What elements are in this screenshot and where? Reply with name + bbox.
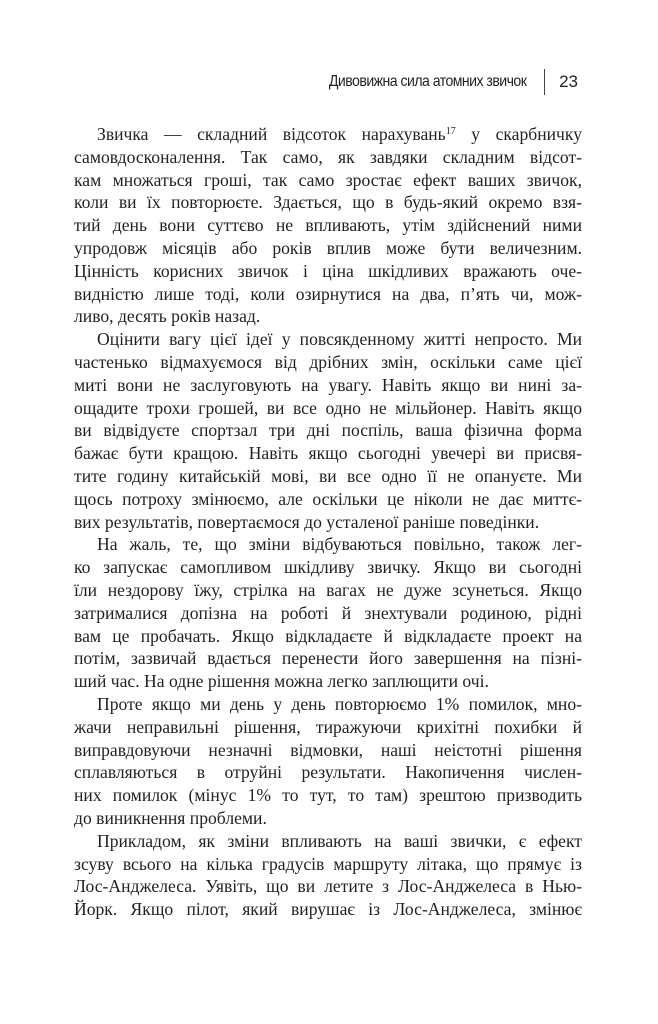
text-line [74, 169, 582, 192]
footnote-reference: 17 [445, 126, 456, 137]
text-line-content: їли нездорову їжу, стрілка на вагах не дуже зсунеться. Якщо [74, 579, 582, 600]
text-line [74, 533, 582, 556]
text-line-content: коли ви їх повторюєте. Здається, що в будь-який окремо взя- [74, 192, 582, 213]
text-line [74, 146, 582, 169]
text-line-content: кам множаться гроші, так само зростає ефект ваших звичок, [74, 169, 582, 190]
text-line-content: затрималися допізна на роботі й знехтували родиною, рідні [74, 602, 582, 623]
text-line-content: Звичка — складний відсоток нарахувань [97, 124, 446, 144]
text-line [74, 237, 582, 260]
text-line-content: сплавляються в отруйні результати. Накопичення числен- [74, 762, 582, 783]
text-line [74, 214, 582, 237]
text-line [74, 442, 582, 465]
text-line [74, 511, 582, 534]
text-line [74, 283, 582, 306]
text-line-content: ощадите трохи грошей, ви все одно не мільйонер. Навіть якщо [74, 397, 582, 418]
text-line [74, 693, 582, 716]
book-title: Дивовижна сила атомних звичок [328, 73, 527, 90]
text-line-content: жачи неправильні рішення, тиражуючи крихітні похибки й [74, 716, 582, 737]
running-header [302, 68, 578, 96]
text-line [74, 830, 582, 853]
text-line-content: ший час. На одне рішення можна легко заплющити очі. [74, 671, 489, 692]
body-text [74, 123, 582, 921]
text-line-content: Йорк. Якщо пілот, який вирушає із Лос-Анджелеса, змінює [74, 899, 582, 920]
text-line-content: видністю лише тоді, коли озирнутися на два, п’ять чи, мож- [74, 283, 582, 304]
text-line-content: зсуву всього на кілька градусів маршруту літака, що прямує із [74, 853, 582, 874]
text-line-content: Прикладом, як зміни впливають на ваші звички, є ефект [97, 830, 582, 851]
text-line [74, 465, 582, 488]
text-line [74, 397, 582, 420]
text-line-content: Цінність корисних звичок і ціна шкідливих вражають оче- [74, 260, 582, 281]
text-line-content: щось потроху змінюємо, але оскільки це ніколи не дає миттє- [74, 488, 582, 509]
text-line [74, 898, 582, 921]
text-line-content: потім, зазвичай вдається перенести його завершення на пізні- [74, 648, 582, 669]
text-line [74, 761, 582, 784]
text-line-content: миті вони не заслуговують на увагу. Навіть якщо ви нині за- [74, 374, 582, 395]
text-line-content: Проте якщо ми день у день повторюємо 1% помилок, мно- [97, 693, 582, 714]
text-line [74, 305, 582, 328]
text-line-content: них помилок (мінус 1% то тут, то там) зрештою призводить [74, 785, 582, 806]
text-line-content: бажає бути кращою. Навіть якщо сьогодні увечері ви присвя- [74, 443, 582, 464]
text-line [74, 579, 582, 602]
text-line [74, 739, 582, 762]
text-line [74, 328, 582, 351]
text-line-content: частенько відмахуємося від дрібних змін, оскільки саме цієї [74, 351, 582, 372]
text-line-content: упродовж місяців або років вплив може бути величезним. [74, 237, 582, 258]
text-line-content: самовдосконалення. Так само, як завдяки складним відсот- [74, 146, 582, 167]
text-line [74, 419, 582, 442]
text-line [74, 647, 582, 670]
header-separator [544, 69, 545, 95]
text-line [74, 488, 582, 511]
text-line [74, 853, 582, 876]
text-line [74, 716, 582, 739]
text-line [74, 191, 582, 214]
text-line [74, 374, 582, 397]
text-line-content: у скарбничку [455, 124, 582, 144]
text-line-content: ливо, десять років назад. [74, 306, 261, 327]
text-line [74, 556, 582, 579]
text-line [74, 784, 582, 807]
text-line [74, 670, 582, 693]
text-line-content: вам це пробачать. Якщо відкладаєте й відкладаєте проект на [74, 625, 582, 646]
text-line-content: ко запускає самопливом шкідливу звичку. Якщо ви сьогодні [74, 557, 582, 578]
text-line-content: до виникнення проблеми. [74, 807, 267, 828]
text-line-content: виправдовуючи незначні відмовки, наші неістотні рішення [74, 739, 582, 760]
page-number: 23 [559, 72, 578, 91]
text-line-content: ви відвідуєте спортзал три дні поспіль, ваша фізична форма [74, 420, 582, 441]
text-line-content: тите годину китайській мові, ви все одно її не опануєте. Ми [74, 465, 582, 486]
text-line [74, 123, 582, 146]
text-line [74, 875, 582, 898]
text-line-content: Лос-Анджелеса. Уявіть, що ви летите з Лос-Анджелеса в Нью- [74, 876, 582, 897]
text-line-content: тий день вони суттєво не впливають, утім здійснений ними [74, 215, 582, 236]
text-line-content: На жаль, те, що зміни відбуваються повільно, також лег- [97, 534, 582, 555]
text-line [74, 351, 582, 374]
text-line [74, 260, 582, 283]
text-line-content: вих результатів, повертаємося до усталеної раніше поведінки. [74, 511, 540, 532]
text-line-content: Оцінити вагу цієї ідеї у повсякденному житті непросто. Ми [97, 329, 582, 350]
text-line [74, 602, 582, 625]
text-line [74, 807, 582, 830]
text-line [74, 625, 582, 648]
